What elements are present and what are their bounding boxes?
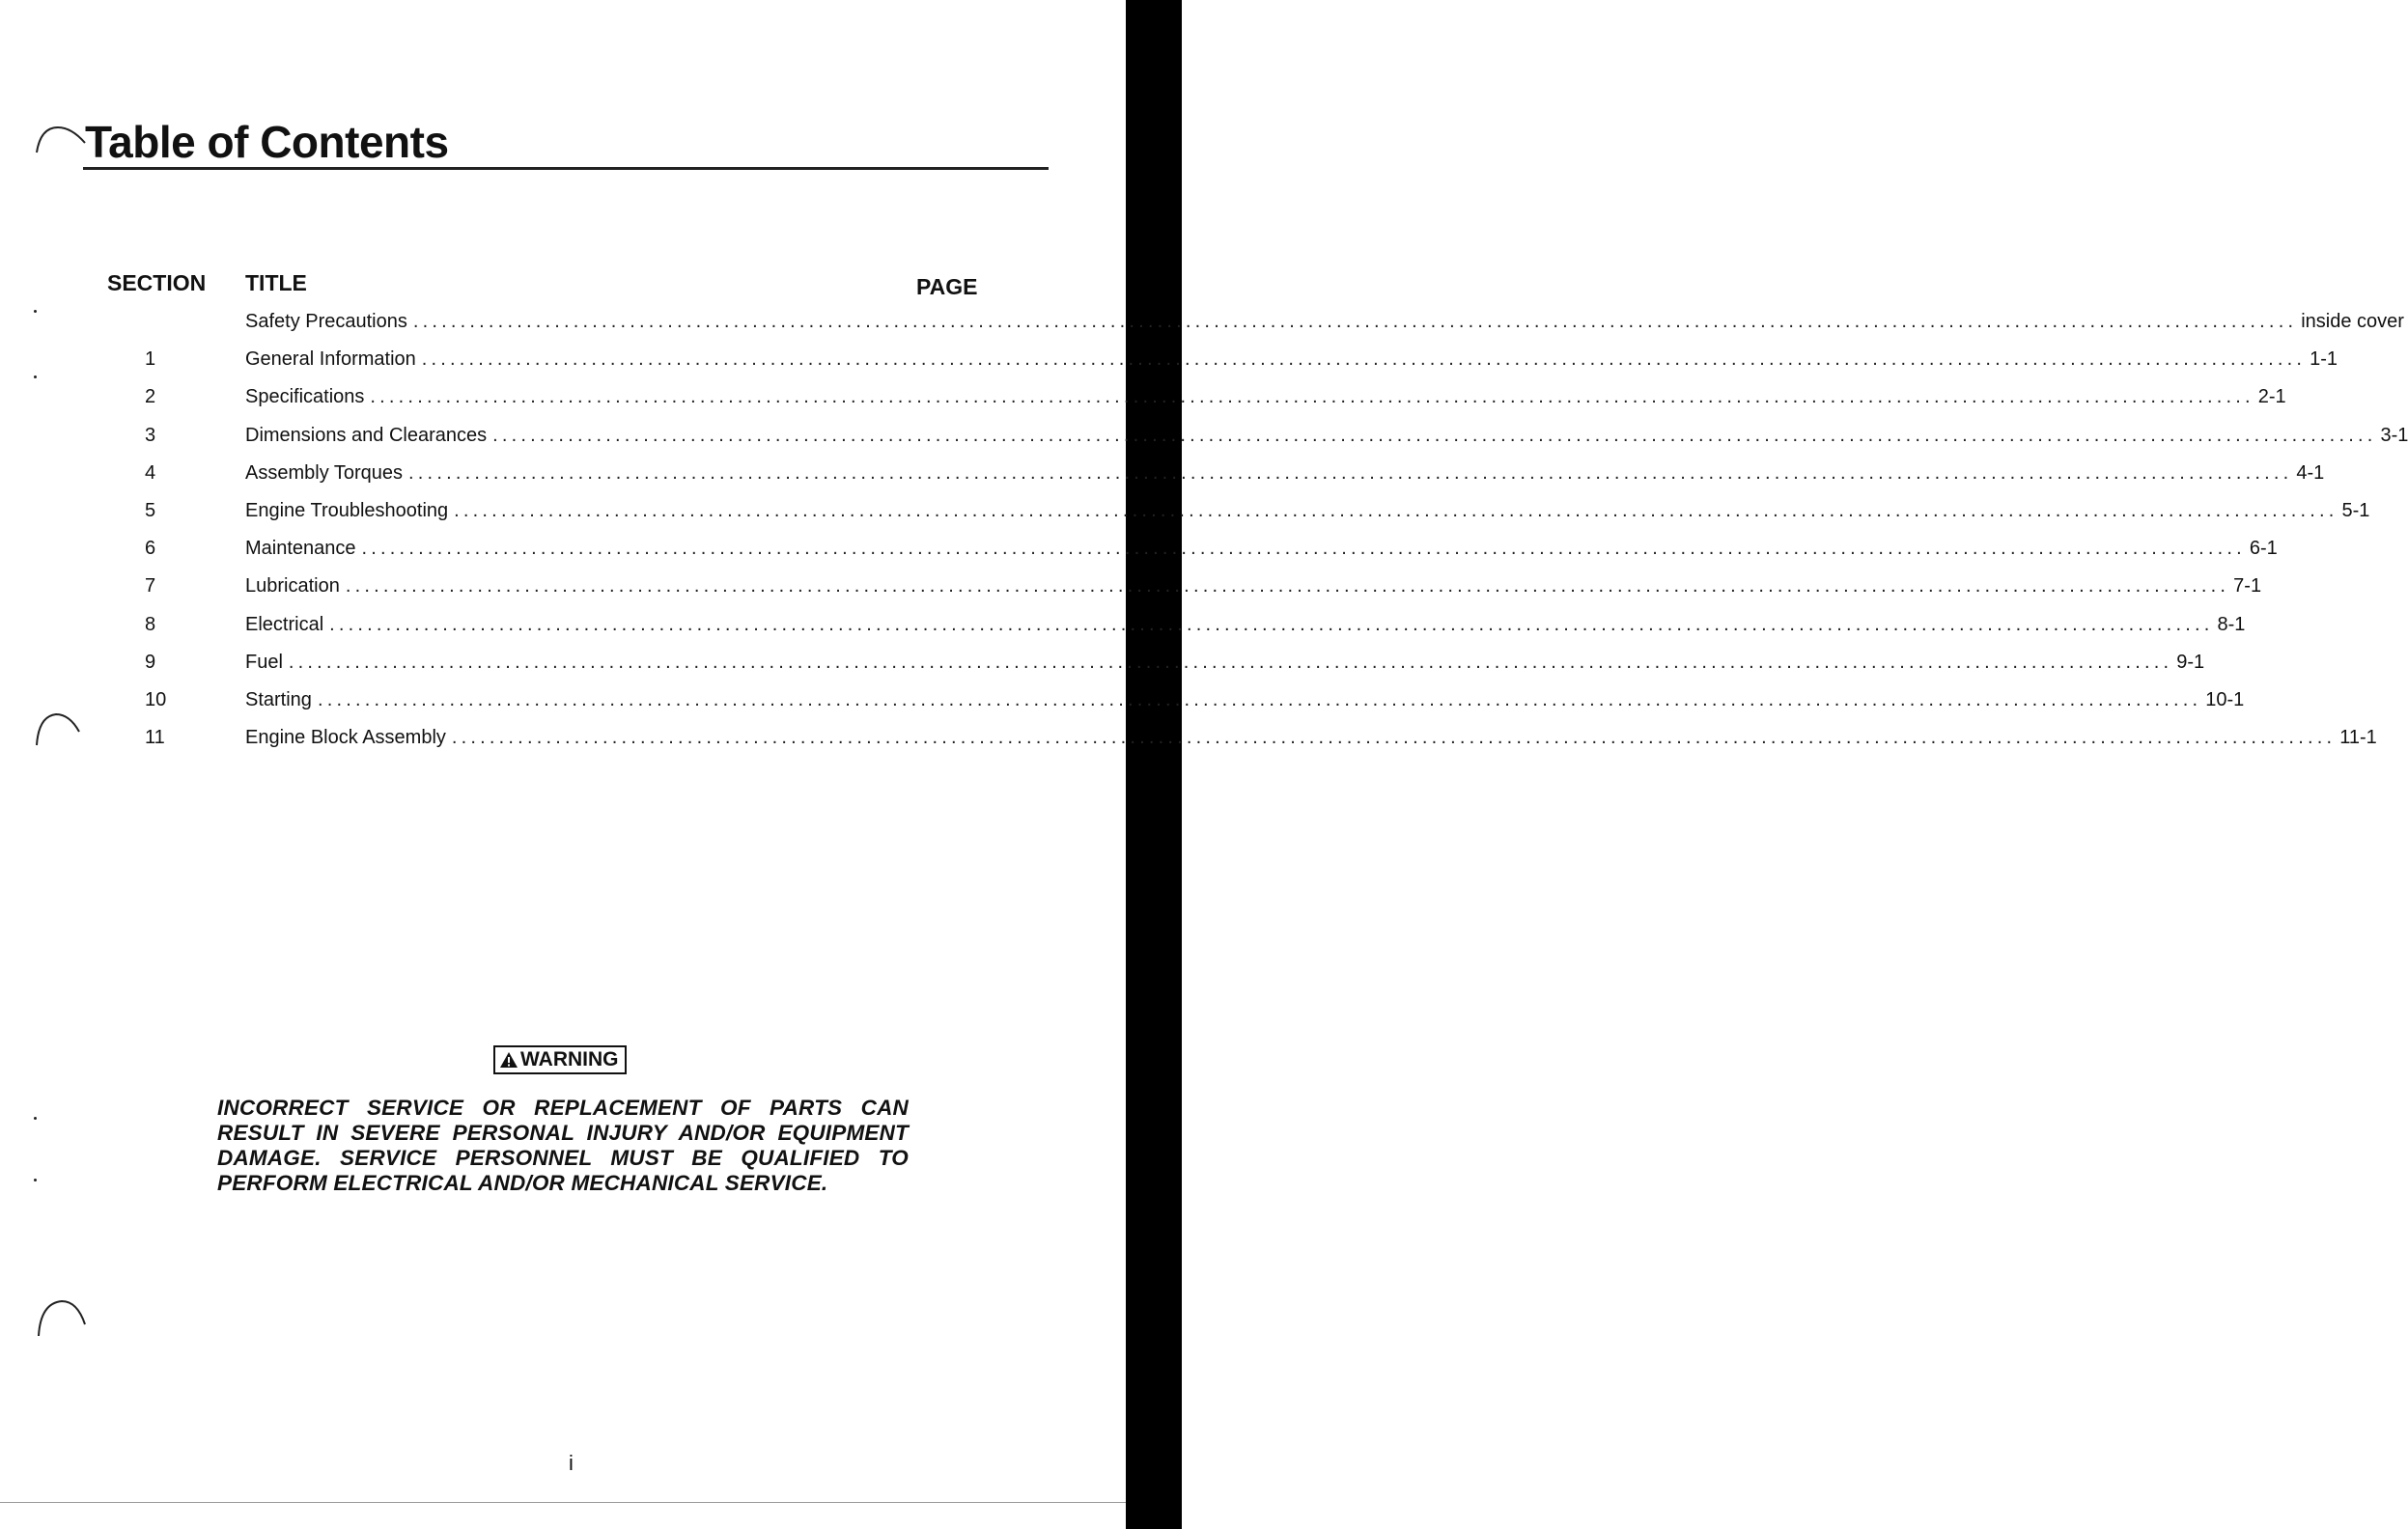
punch-hole-icon (31, 124, 89, 154)
toc-entry-line (245, 386, 2286, 408)
toc-entry-page: 11-1 (2339, 727, 2377, 749)
bottom-rule (0, 1502, 1126, 1503)
toc-list (0, 307, 2408, 761)
toc-leader-dots: ........................................................................................................................................................................................................ (329, 613, 2214, 635)
toc-row (0, 610, 2246, 648)
toc-entry-title: Safety Precautions (245, 311, 407, 332)
toc-section-number: 11 (145, 727, 165, 749)
toc-entry-line (245, 461, 2325, 485)
toc-entry-line (245, 499, 2370, 522)
toc-leader-dots: ........................................................................................................................................................................................................ (361, 538, 2246, 560)
toc-entry-page: 2-1 (2257, 386, 2286, 408)
toc-entry-line (245, 348, 2338, 371)
scan-speck (34, 1117, 37, 1120)
toc-entry-page: 3-1 (2380, 424, 2408, 446)
toc-leader-dots: ........................................................................................................................................................................................................ (492, 424, 2377, 446)
toc-row (0, 571, 2262, 609)
toc-section-number: 10 (145, 688, 167, 710)
warning-label-text: WARNING (520, 1048, 619, 1070)
toc-entry-line (245, 424, 2408, 447)
toc-row (0, 685, 2245, 723)
toc-entry-title: Engine Block Assembly (245, 727, 446, 749)
toc-entry-title: Fuel (245, 651, 283, 673)
toc-entry-title: Electrical (245, 613, 324, 635)
toc-row (0, 345, 2338, 382)
page-number: i (569, 1451, 574, 1475)
toc-section-number: 5 (145, 499, 156, 521)
toc-entry-line (245, 538, 2278, 560)
toc-leader-dots: ........................................................................................................................................................................................................ (345, 575, 2230, 598)
toc-section-number: 4 (145, 461, 156, 484)
toc-row (0, 648, 2205, 685)
toc-entry-page: 10-1 (2205, 688, 2245, 710)
toc-row (0, 307, 2404, 345)
toc-leader-dots: ........................................................................................................................................................................................................ (421, 348, 2307, 371)
page-title: Table of Contents (85, 117, 449, 167)
warning-text: INCORRECT SERVICE OR REPLACEMENT OF PARTS CAN RESULT IN SEVERE PERSONAL INJURY AND/OR EQUIPMENT DAMAGE. SERVICE PERSONNEL MUST BE QUALIFIED TO PERFORM ELECTRICAL AND/OR MECHANICAL SERVICE. (217, 1096, 909, 1195)
toc-entry-title: Dimensions and Clearances (245, 424, 488, 446)
scan-edge (1126, 0, 1182, 1529)
toc-entry-title: Assembly Torques (245, 461, 404, 484)
toc-entry-title: General Information (245, 348, 416, 371)
toc-entry-title: Maintenance (245, 538, 356, 560)
toc-leader-dots: ........................................................................................................................................................................................................ (317, 688, 2202, 710)
toc-entry-page: 1-1 (2310, 348, 2338, 371)
toc-entry-line (245, 651, 2205, 674)
toc-entry-page: 6-1 (2249, 538, 2278, 560)
toc-entry-page: 5-1 (2341, 499, 2370, 521)
header-page: PAGE (916, 274, 978, 299)
header-title: TITLE (245, 270, 307, 295)
toc-entry-title: Lubrication (245, 575, 340, 598)
toc-leader-dots: ........................................................................................................................................................................................................ (370, 386, 2254, 408)
toc-row (0, 382, 2286, 420)
header-section: SECTION (107, 270, 207, 295)
toc-section-number: 2 (145, 386, 156, 408)
warning-triangle-icon (499, 1051, 518, 1069)
warning-label (493, 1045, 627, 1074)
toc-section-number: 7 (145, 575, 156, 598)
toc-entry-page: 8-1 (2217, 613, 2246, 635)
toc-row (0, 496, 2370, 534)
toc-leader-dots: ........................................................................................................................................................................................................ (408, 461, 2293, 484)
toc-entry-title: Starting (245, 688, 312, 710)
toc-entry-line (245, 613, 2246, 636)
punch-hole-icon (33, 1295, 91, 1338)
toc-leader-dots: ........................................................................................................................................................................................................ (288, 651, 2173, 673)
toc-entry-page: 9-1 (2176, 651, 2205, 673)
toc-section-number: 6 (145, 538, 156, 560)
toc-entry-title: Engine Troubleshooting (245, 499, 449, 521)
toc-entry-page: 4-1 (2296, 461, 2325, 484)
toc-row (0, 459, 2325, 496)
toc-row (0, 534, 2278, 571)
scan-speck (34, 1179, 37, 1182)
toc-leader-dots: ........................................................................................................................................................................................................ (454, 499, 2338, 521)
toc-section-number: 3 (145, 424, 156, 446)
toc-entry-line (245, 688, 2245, 711)
toc-entry-page: 7-1 (2233, 575, 2262, 598)
toc-entry-line (245, 727, 2377, 749)
toc-section-number: 8 (145, 613, 156, 635)
toc-leader-dots: ........................................................................................................................................................................................................ (451, 727, 2337, 749)
toc-row (0, 723, 2377, 761)
toc-entry-line (245, 311, 2404, 333)
toc-section-number: 9 (145, 651, 156, 673)
toc-leader-dots: ........................................................................................................................................................................................................ (412, 311, 2298, 332)
toc-row (0, 421, 2408, 459)
toc-section-number: 1 (145, 348, 156, 371)
toc-entry-title: Specifications (245, 386, 365, 408)
toc-entry-page: inside cover (2301, 311, 2404, 332)
title-underline (83, 167, 1049, 170)
toc-entry-line (245, 575, 2262, 598)
